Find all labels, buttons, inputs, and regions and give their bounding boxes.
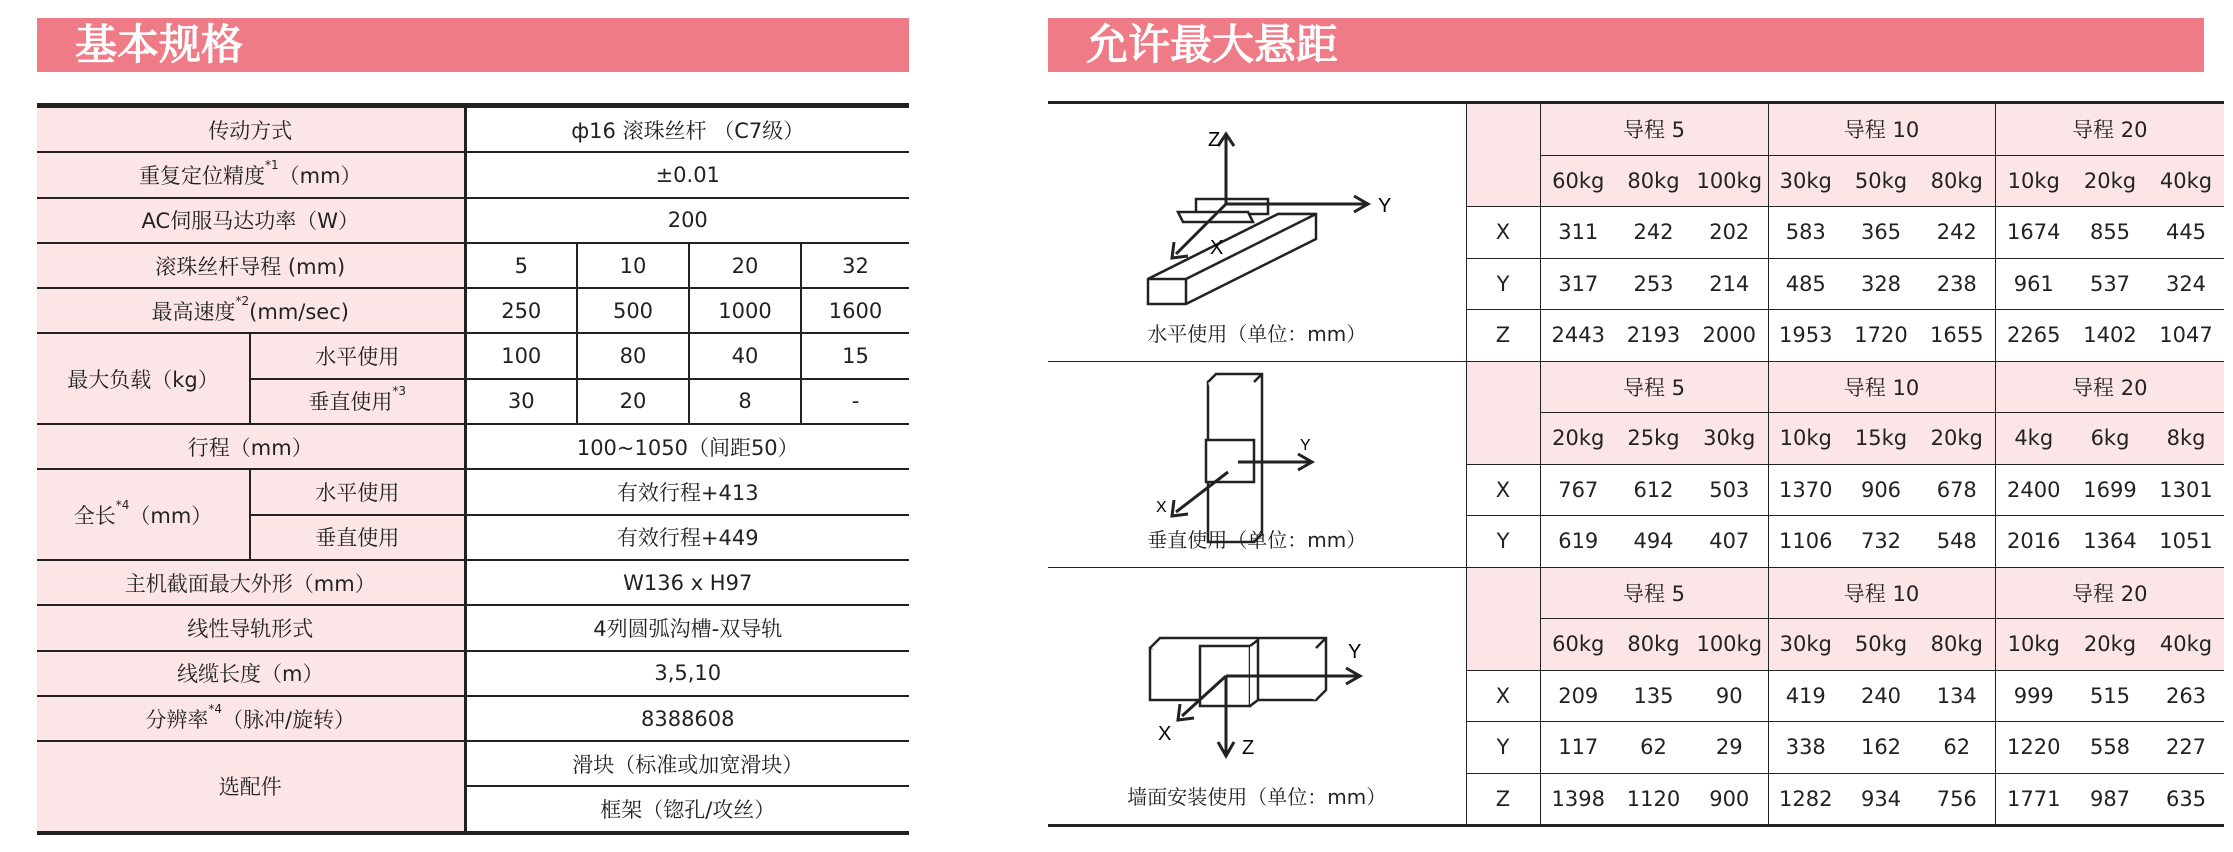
load-header: 40kg: [2148, 619, 2224, 671]
overhang-value: 2265: [1995, 310, 2072, 362]
overhang-value: 29: [1691, 722, 1768, 774]
axis-label: X: [1466, 670, 1540, 722]
load-header: 20kg: [2072, 619, 2148, 671]
lead-header: 导程 5: [1540, 361, 1768, 413]
axis-label: Y: [1466, 722, 1540, 774]
load-header: 80kg: [1919, 619, 1995, 671]
overhang-value: 1301: [2148, 464, 2224, 516]
overhang-value: 503: [1691, 464, 1768, 516]
spec-row-lead: [37, 243, 909, 288]
spec-value: 100: [465, 333, 577, 378]
spec-row-options-1: [37, 741, 909, 786]
load-header: 80kg: [1919, 155, 1995, 207]
overhang-value: 767: [1540, 464, 1616, 516]
load-header: 25kg: [1616, 413, 1691, 465]
spec-value: 200: [465, 198, 909, 243]
load-header: 10kg: [1768, 413, 1843, 465]
overhang-value: 209: [1540, 670, 1616, 722]
overhang-value: 238: [1919, 258, 1995, 310]
overhang-value: 1720: [1843, 310, 1919, 362]
spec-row-stroke: [37, 424, 909, 469]
overhang-value: 311: [1540, 207, 1616, 259]
axis-label: Z: [1466, 773, 1540, 826]
spec-label: 主机截面最大外形（mm）: [37, 560, 465, 605]
load-header: 50kg: [1843, 619, 1919, 671]
spec-table: [37, 103, 909, 835]
overhang-value: 548: [1919, 516, 1995, 568]
overhang-value: 214: [1691, 258, 1768, 310]
axis-label: Z: [1466, 310, 1540, 362]
axis-y-label: Y: [1300, 436, 1311, 454]
overhang-lead-row: [1048, 567, 2224, 619]
axis-x-label: X: [1210, 237, 1224, 259]
spec-row-motor: [37, 198, 909, 243]
axis-z-label: Z: [1208, 129, 1221, 151]
axis-label: Y: [1466, 258, 1540, 310]
overhang-value: 1699: [2072, 464, 2148, 516]
overhang-value: 678: [1919, 464, 1995, 516]
spec-label: AC伺服马达功率（W）: [37, 198, 465, 243]
overhang-title: 允许最大悬距: [1086, 20, 1339, 69]
overhang-value: 240: [1843, 670, 1919, 722]
lead-header: 导程 20: [1995, 567, 2224, 619]
load-header: 50kg: [1843, 155, 1919, 207]
load-header: 30kg: [1691, 413, 1768, 465]
spec-value: 250: [465, 288, 577, 333]
spec-value: 1600: [801, 288, 909, 333]
spec-label: 最大负载（kg）: [37, 333, 250, 424]
spec-label: 重复定位精度$^{*1}$（mm）: [37, 152, 465, 197]
overhang-value: 558: [2072, 722, 2148, 774]
overhang-value: 494: [1616, 516, 1691, 568]
overhang-diagram-cell: [1048, 103, 1466, 362]
spec-value: 20: [577, 379, 689, 424]
overhang-value: 134: [1919, 670, 1995, 722]
spec-value: 20: [689, 243, 801, 288]
overhang-value: 999: [1995, 670, 2072, 722]
lead-header: 导程 10: [1768, 361, 1995, 413]
overhang-value: 1282: [1768, 773, 1843, 826]
load-header: 30kg: [1768, 619, 1843, 671]
overhang-value: 253: [1616, 258, 1691, 310]
overhang-value: 2400: [1995, 464, 2072, 516]
spec-value: 1000: [689, 288, 801, 333]
load-header: 30kg: [1768, 155, 1843, 207]
axis-x-label: X: [1158, 722, 1172, 745]
spec-value: 4列圆弧沟槽-双导轨: [465, 605, 909, 650]
overhang-title-banner: [1048, 18, 2204, 72]
overhang-diagram-cell: [1048, 361, 1466, 567]
axis-label: Y: [1466, 516, 1540, 568]
axis-label: X: [1466, 464, 1540, 516]
spec-label: 最高速度$^{*2}$(mm/sec): [37, 288, 465, 333]
spec-title-banner: [37, 18, 909, 72]
overhang-value: 407: [1691, 516, 1768, 568]
spec-value: 有效行程+449: [465, 515, 909, 560]
overhang-value: 62: [1616, 722, 1691, 774]
load-header: 20kg: [2072, 155, 2148, 207]
overhang-value: 900: [1691, 773, 1768, 826]
overhang-value: 1220: [1995, 722, 2072, 774]
overhang-value: 1120: [1616, 773, 1691, 826]
horizontal-use-diagram: [1048, 104, 1466, 324]
overhang-value: 1364: [2072, 516, 2148, 568]
load-header: 60kg: [1540, 619, 1616, 671]
spec-value: 有效行程+413: [465, 469, 909, 514]
spec-title: 基本规格: [75, 20, 244, 69]
overhang-value: 732: [1843, 516, 1919, 568]
overhang-value: 961: [1995, 258, 2072, 310]
overhang-value: 90: [1691, 670, 1768, 722]
overhang-value: 324: [2148, 258, 2224, 310]
overhang-value: 515: [2072, 670, 2148, 722]
spec-sublabel: 垂直使用: [250, 515, 465, 560]
spec-value: 8: [689, 379, 801, 424]
spec-value: 10: [577, 243, 689, 288]
spec-value: 80: [577, 333, 689, 378]
lead-header: 导程 10: [1768, 567, 1995, 619]
overhang-value: 419: [1768, 670, 1843, 722]
load-header: 80kg: [1616, 619, 1691, 671]
overhang-value: 1370: [1768, 464, 1843, 516]
spec-row-section: [37, 560, 909, 605]
load-header: 100kg: [1691, 155, 1768, 207]
overhang-value: 162: [1843, 722, 1919, 774]
spec-value: ±0.01: [465, 152, 909, 197]
overhang-table: [1048, 101, 2224, 827]
spec-row-load-h: [37, 333, 909, 378]
spec-sublabel: 水平使用: [250, 333, 465, 378]
spec-value: 8388608: [465, 696, 909, 741]
spec-value: ф16 滚珠丝杆 （C7级）: [465, 106, 909, 153]
diagram-caption: 墙面安装使用（单位：mm）: [1127, 785, 1387, 809]
spec-value: 32: [801, 243, 909, 288]
overhang-diagram-cell: [1048, 567, 1466, 826]
axis-x-label: X: [1156, 498, 1167, 516]
spec-value: 500: [577, 288, 689, 333]
overhang-value: 1398: [1540, 773, 1616, 826]
lead-header: 导程 10: [1768, 103, 1995, 156]
overhang-value: 934: [1843, 773, 1919, 826]
lead-header: 导程 5: [1540, 103, 1768, 156]
load-header: 60kg: [1540, 155, 1616, 207]
overhang-value: 328: [1843, 258, 1919, 310]
spec-label: 分辨率$^{*4}$（脉冲/旋转）: [37, 696, 465, 741]
spec-row-speed: [37, 288, 909, 333]
overhang-value: 242: [1919, 207, 1995, 259]
overhang-value: 227: [2148, 722, 2224, 774]
axis-label: X: [1466, 207, 1540, 259]
load-header: 10kg: [1995, 619, 2072, 671]
overhang-value: 1402: [2072, 310, 2148, 362]
diagram-caption: 水平使用（单位：mm）: [1147, 321, 1367, 346]
spec-value: 框架（锪孔/攻丝）: [465, 786, 909, 832]
spec-value: 15: [801, 333, 909, 378]
overhang-value: 1771: [1995, 773, 2072, 826]
overhang-value: 1106: [1768, 516, 1843, 568]
overhang-value: 583: [1768, 207, 1843, 259]
spec-row-drive: [37, 106, 909, 153]
spec-label: 滚珠丝杆导程 (mm): [37, 243, 465, 288]
load-header: 20kg: [1919, 413, 1995, 465]
spec-row-length-h: [37, 469, 909, 514]
load-header: 100kg: [1691, 619, 1768, 671]
overhang-value: 612: [1616, 464, 1691, 516]
overhang-value: 2016: [1995, 516, 2072, 568]
axis-header-blank: [1466, 103, 1540, 207]
overhang-value: 1047: [2148, 310, 2224, 362]
overhang-value: 1655: [1919, 310, 1995, 362]
overhang-value: 2443: [1540, 310, 1616, 362]
overhang-value: 987: [2072, 773, 2148, 826]
lead-header: 导程 5: [1540, 567, 1768, 619]
overhang-value: 906: [1843, 464, 1919, 516]
overhang-value: 2193: [1616, 310, 1691, 362]
spec-value: W136 x H97: [465, 560, 909, 605]
axis-y-label: Y: [1378, 195, 1392, 217]
spec-row-repeat: [37, 152, 909, 197]
overhang-value: 135: [1616, 670, 1691, 722]
spec-sublabel: 水平使用: [250, 469, 465, 514]
spec-value: 滑块（标准或加宽滑块）: [465, 741, 909, 786]
load-header: 20kg: [1540, 413, 1616, 465]
axis-header-blank: [1466, 361, 1540, 464]
overhang-value: 445: [2148, 207, 2224, 259]
lead-header: 导程 20: [1995, 103, 2224, 156]
overhang-lead-row: [1048, 103, 2224, 156]
overhang-value: 62: [1919, 722, 1995, 774]
spec-label: 线缆长度（m）: [37, 651, 465, 696]
overhang-value: 1953: [1768, 310, 1843, 362]
axis-y-label: Y: [1348, 640, 1362, 663]
overhang-value: 485: [1768, 258, 1843, 310]
overhang-value: 537: [2072, 258, 2148, 310]
spec-value: 30: [465, 379, 577, 424]
overhang-value: 317: [1540, 258, 1616, 310]
spec-sublabel: 垂直使用$^{*3}$: [250, 379, 465, 424]
spec-value: -: [801, 379, 909, 424]
load-header: 80kg: [1616, 155, 1691, 207]
load-header: 15kg: [1843, 413, 1919, 465]
load-header: 4kg: [1995, 413, 2072, 465]
spec-value: 100~1050（间距50）: [465, 424, 909, 469]
spec-row-cable: [37, 651, 909, 696]
axis-z-label: Z: [1242, 736, 1255, 759]
overhang-lead-row: [1048, 361, 2224, 413]
load-header: 8kg: [2148, 413, 2224, 465]
overhang-value: 117: [1540, 722, 1616, 774]
overhang-value: 635: [2148, 773, 2224, 826]
overhang-value: 2000: [1691, 310, 1768, 362]
spec-value: 3,5,10: [465, 651, 909, 696]
diagram-caption: 垂直使用（单位：mm）: [1147, 527, 1367, 552]
axis-header-blank: [1466, 567, 1540, 670]
overhang-value: 202: [1691, 207, 1768, 259]
overhang-value: 855: [2072, 207, 2148, 259]
overhang-value: 619: [1540, 516, 1616, 568]
overhang-value: 1051: [2148, 516, 2224, 568]
overhang-value: 365: [1843, 207, 1919, 259]
overhang-value: 338: [1768, 722, 1843, 774]
overhang-value: 1674: [1995, 207, 2072, 259]
load-header: 40kg: [2148, 155, 2224, 207]
load-header: 10kg: [1995, 155, 2072, 207]
spec-label: 全长$^{*4}$（mm）: [37, 469, 250, 560]
spec-label: 选配件: [37, 741, 465, 833]
spec-label: 行程（mm）: [37, 424, 465, 469]
spec-label: 线性导轨形式: [37, 605, 465, 650]
spec-label: 传动方式: [37, 106, 465, 153]
overhang-value: 756: [1919, 773, 1995, 826]
load-header: 6kg: [2072, 413, 2148, 465]
spec-row-resolution: [37, 696, 909, 741]
overhang-value: 242: [1616, 207, 1691, 259]
overhang-value: 263: [2148, 670, 2224, 722]
spec-value: 5: [465, 243, 577, 288]
lead-header: 导程 20: [1995, 361, 2224, 413]
spec-value: 40: [689, 333, 801, 378]
spec-row-guide: [37, 605, 909, 650]
